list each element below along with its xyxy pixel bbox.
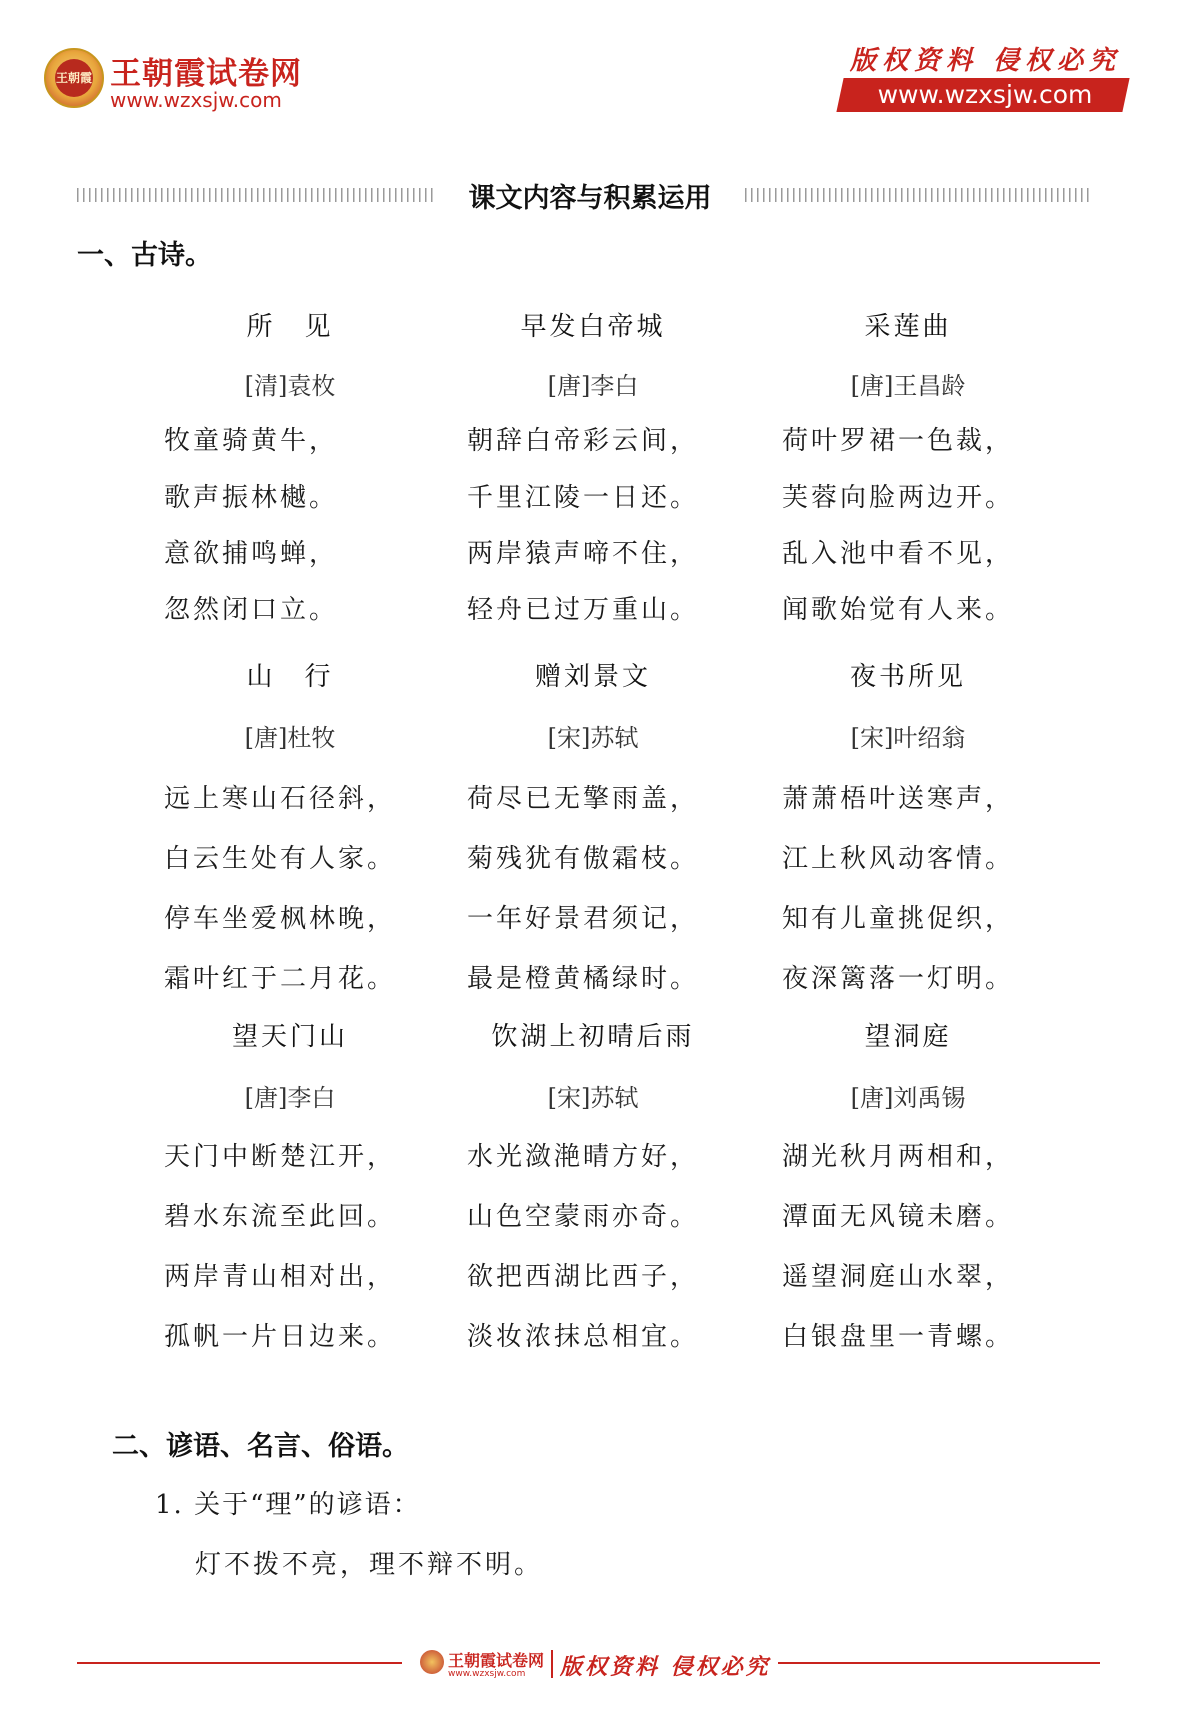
footer-brand: 王朝霞试卷网 <box>448 1651 545 1670</box>
poem-line: 乱入池中看不见， <box>782 539 1015 569</box>
poem-line: 白银盘里一青螺。 <box>782 1322 1015 1352</box>
poem-line: 湖光秋月两相和， <box>782 1142 1015 1172</box>
poem-title: 夜书所见 <box>849 662 966 692</box>
poem-title: 望洞庭 <box>864 1022 952 1052</box>
poem-line: 淡妆浓抹总相宜。 <box>467 1322 700 1352</box>
poem-line: 水光潋滟晴方好， <box>467 1142 700 1172</box>
poem-line: 一年好景君须记， <box>467 904 700 934</box>
part2-heading: 二、谚语、名言、俗语。 <box>112 1431 409 1462</box>
poem-line: 闻歌始觉有人来。 <box>782 595 1015 625</box>
poem-author: [唐]王昌龄 <box>850 372 966 400</box>
poem-line: 夜深篱落一灯明。 <box>782 964 1015 994</box>
poem-title: 山 行 <box>246 662 334 692</box>
poem-line: 菊残犹有傲霜枝。 <box>467 844 700 874</box>
brand-badge-text: 王朝霞 <box>55 59 93 97</box>
poem-line: 意欲捕鸣蝉， <box>164 539 339 569</box>
poem-line: 歌声振林樾。 <box>164 483 339 513</box>
poem-title: 采莲曲 <box>864 312 952 342</box>
footer-rule-right <box>778 1662 1100 1664</box>
poem-line: 轻舟已过万重山。 <box>467 595 700 625</box>
footer-logo-icon <box>420 1650 444 1674</box>
poem-line: 江上秋风动客情。 <box>782 844 1015 874</box>
proverb-item-heading: 1. 关于“理”的谚语： <box>155 1490 421 1520</box>
footer-url[interactable]: www.wzxsjw.com <box>448 1669 526 1679</box>
poem-line: 霜叶红于二月花。 <box>164 964 397 994</box>
url-banner-link[interactable]: www.wzxsjw.com <box>877 80 1093 109</box>
poem-title: 饮湖上初晴后雨 <box>491 1022 695 1052</box>
title-rule-left <box>77 188 435 202</box>
poem-line: 最是橙黄橘绿时。 <box>467 964 700 994</box>
poem-author: [唐]刘禹锡 <box>850 1084 966 1112</box>
poem-line: 萧萧梧叶送寒声， <box>782 784 1015 814</box>
poem-line: 荷尽已无擎雨盖， <box>467 784 700 814</box>
poem-line: 白云生处有人家。 <box>164 844 397 874</box>
part1-heading: 一、古诗。 <box>77 240 212 271</box>
brand-logo-icon <box>44 48 104 108</box>
poem-title: 早发白帝城 <box>520 312 666 342</box>
poem-author: [唐]李白 <box>244 1084 336 1112</box>
poem-line: 荷叶罗裙一色裁， <box>782 426 1015 456</box>
poem-line: 孤帆一片日边来。 <box>164 1322 397 1352</box>
poem-author: [唐]杜牧 <box>244 724 336 752</box>
poem-author: [清]袁枚 <box>244 372 336 400</box>
poem-line: 天门中断楚江开， <box>164 1142 397 1172</box>
poem-line: 远上寒山石径斜， <box>164 784 397 814</box>
poem-author: [宋]苏轼 <box>547 1084 639 1112</box>
brand-url[interactable]: www.wzxsjw.com <box>110 88 282 112</box>
poem-author: [唐]李白 <box>547 372 639 400</box>
poem-line: 忽然闭口立。 <box>164 595 339 625</box>
poem-line: 碧水东流至此回。 <box>164 1202 397 1232</box>
poem-line: 芙蓉向脸两边开。 <box>782 483 1015 513</box>
footer-copyright: 版权资料 侵权必究 <box>560 1654 771 1680</box>
poem-line: 遥望洞庭山水翠， <box>782 1262 1015 1292</box>
section-title: 课文内容与积累运用 <box>468 183 712 214</box>
poem-line: 停车坐爱枫林晚， <box>164 904 397 934</box>
poem-line: 两岸青山相对出， <box>164 1262 397 1292</box>
poem-line: 山色空蒙雨亦奇。 <box>467 1202 700 1232</box>
poem-line: 知有儿童挑促织， <box>782 904 1015 934</box>
poem-line: 潭面无风镜未磨。 <box>782 1202 1015 1232</box>
poem-line: 欲把西湖比西子， <box>467 1262 700 1292</box>
brand-name: 王朝霞试卷网 <box>110 56 302 92</box>
poem-line: 牧童骑黄牛， <box>164 426 339 456</box>
title-rule-right <box>745 188 1090 202</box>
poem-line: 两岸猿声啼不住， <box>467 539 700 569</box>
footer-divider <box>551 1650 553 1678</box>
poem-author: [宋]叶绍翁 <box>850 724 966 752</box>
footer-rule-left <box>77 1662 402 1664</box>
poem-author: [宋]苏轼 <box>547 724 639 752</box>
copyright-notice: 版权资料 侵权必究 <box>849 46 1121 76</box>
poem-title: 所 见 <box>246 312 334 342</box>
poem-line: 朝辞白帝彩云间， <box>467 426 700 456</box>
poem-title: 赠刘景文 <box>534 662 651 692</box>
poem-line: 千里江陵一日还。 <box>467 483 700 513</box>
poem-title: 望天门山 <box>231 1022 348 1052</box>
proverb-item-text: 灯不拨不亮，理不辩不明。 <box>195 1550 544 1580</box>
